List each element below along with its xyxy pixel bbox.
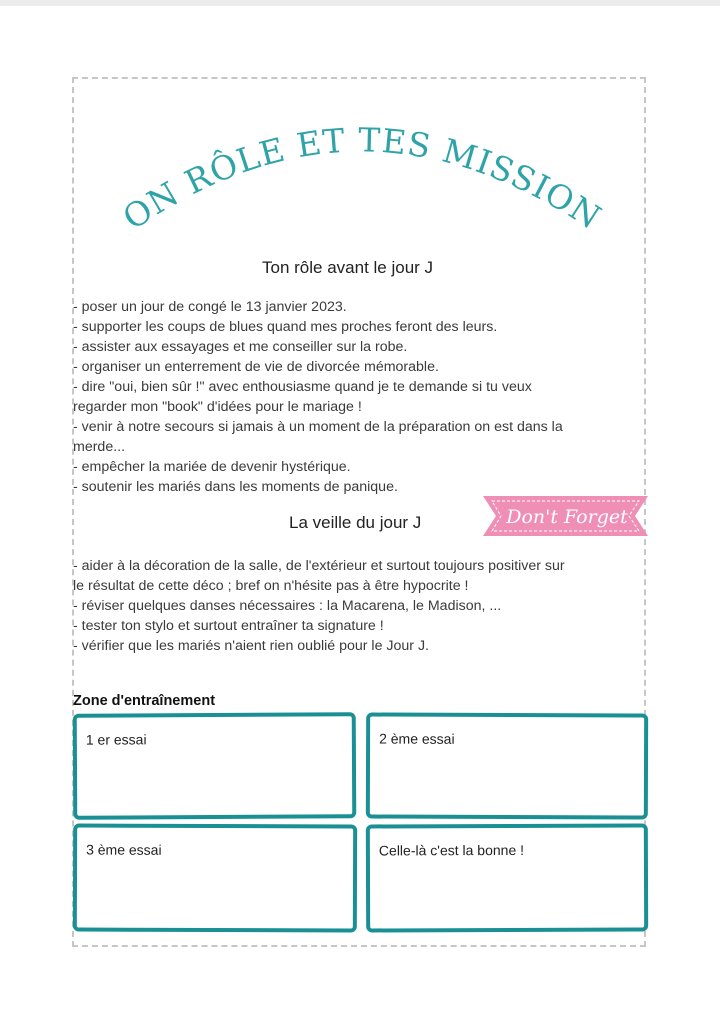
- practice-zone-title: Zone d'entraînement: [73, 693, 216, 709]
- list-item: regarder mon "book" d'idées pour le mariage !: [73, 399, 362, 415]
- practice-box-label: 1 er essai: [85, 731, 147, 748]
- list-item: le résultat de cette déco ; bref on n'hésite pas à être hypocrite !: [73, 578, 469, 594]
- list-item: - tester ton stylo et surtout entraîner ta signature !: [73, 618, 384, 634]
- practice-box-label: 2 ème essai: [379, 730, 455, 747]
- practice-box-label: 3 ème essai: [86, 841, 162, 858]
- section-heading-eve: La veille du jour J: [289, 513, 422, 532]
- list-item: - aider à la décoration de la salle, de l'extérieur et surtout toujours positiver sur: [73, 558, 565, 574]
- section-eve-list: [73, 556, 643, 656]
- list-item: - réviser quelques danses nécessaires : la Macarena, le Madison, ...: [73, 598, 502, 614]
- practice-box-3[interactable]: [73, 824, 357, 933]
- practice-box-4[interactable]: [366, 824, 648, 933]
- list-item: - supporter les coups de blues quand mes proches feront des leurs.: [73, 319, 498, 335]
- list-item: merde...: [73, 439, 126, 455]
- page-title: [88, 69, 620, 250]
- practice-box-2[interactable]: [366, 713, 648, 820]
- page-title-text: TON RÔLE ET TES MISSIONS: [88, 69, 609, 238]
- list-item: - assister aux essayages et me conseiller sur la robe.: [73, 339, 408, 355]
- list-item: - dire "oui, bien sûr !" avec enthousiasme quand je te demande si tu veux: [73, 379, 532, 395]
- dont-forget-sticker: [483, 494, 648, 538]
- list-item: - soutenir les mariés dans les moments de panique.: [73, 479, 398, 495]
- practice-box-label: Celle-là c'est la bonne !: [378, 841, 525, 859]
- list-item: - poser un jour de congé le 13 janvier 2023.: [73, 299, 347, 315]
- list-item: - vérifier que les mariés n'aient rien oublié pour le Jour J.: [73, 638, 429, 654]
- list-item: - organiser un enterrement de vie de divorcée mémorable.: [73, 359, 439, 375]
- list-item: - empêcher la mariée de devenir hystérique.: [73, 459, 351, 475]
- section-heading-before: Ton rôle avant le jour J: [262, 258, 434, 277]
- top-bar: [0, 0, 720, 6]
- section-before-list: [73, 297, 643, 497]
- practice-box-1[interactable]: [73, 712, 357, 819]
- list-item: - venir à notre secours si jamais à un moment de la préparation on est dans la: [73, 419, 563, 435]
- sticker-text: Don't Forget: [506, 506, 628, 528]
